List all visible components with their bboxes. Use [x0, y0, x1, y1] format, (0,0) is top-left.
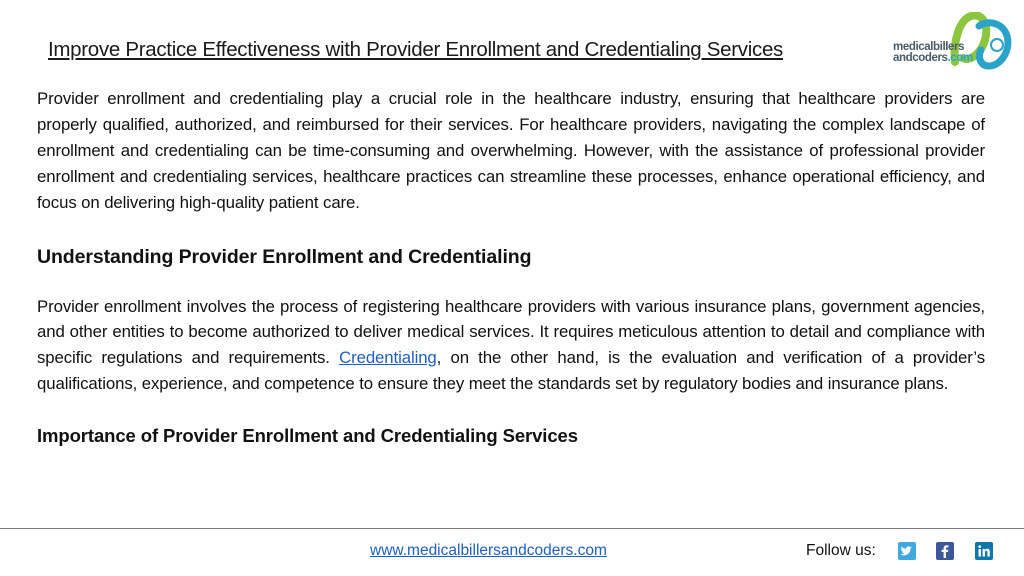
- enrollment-paragraph: [37, 294, 985, 398]
- logo-line2: andcoders: [893, 52, 948, 64]
- intro-paragraph: Provider enrollment and credentialing play a crucial role in the healthcare industry, ensuring that healthcare providers are properly qualified, authorized, and reimbursed for their services. For healthcare providers, navigating the complex landscape of enrollment and credentialing can be time-consuming and overwhelming. However, with the assistance of professional provider enrollment and credentialing services, healthcare practices can streamline these processes, enhance operational efficiency, and focus on delivering high-quality patient care.: [37, 89, 985, 212]
- footer-divider: [0, 528, 1024, 529]
- logo-text: [893, 42, 973, 64]
- page-title: Improve Practice Effectiveness with Provider Enrollment and Credentialing Services: [48, 38, 784, 61]
- credentialing-link[interactable]: Credentialing: [339, 348, 437, 368]
- section-heading-importance: Importance of Provider Enrollment and Credentialing Services: [37, 425, 578, 447]
- twitter-icon[interactable]: [898, 542, 916, 560]
- paragraph-text-after-link: , on the other hand, is the evaluation and verification of a provider’s qualifications, experience, and competence to ensure they meet the standards set by regulatory bodies and insurance plans.: [37, 348, 985, 394]
- website-link[interactable]: www.medicalbillersandcoders.com: [370, 542, 607, 559]
- main-content: [37, 86, 985, 449]
- paragraph-text-before-link: Provider enrollment involves the process of registering healthcare providers with various insurance plans, government agencies, and other entities to become authorized to deliver medical services. It requires meticulous attention to detail and compliance with specific regulations and requirements.: [37, 296, 985, 368]
- logo-line2-suffix: .com: [947, 52, 973, 64]
- facebook-icon[interactable]: [936, 542, 954, 560]
- company-logo[interactable]: [893, 12, 1015, 74]
- logo-line1: medicalbillers: [893, 41, 965, 53]
- follow-us-label: Follow us:: [806, 542, 876, 559]
- linkedin-icon[interactable]: [975, 542, 993, 560]
- section-heading-understanding: Understanding Provider Enrollment and Credentialing: [37, 245, 532, 268]
